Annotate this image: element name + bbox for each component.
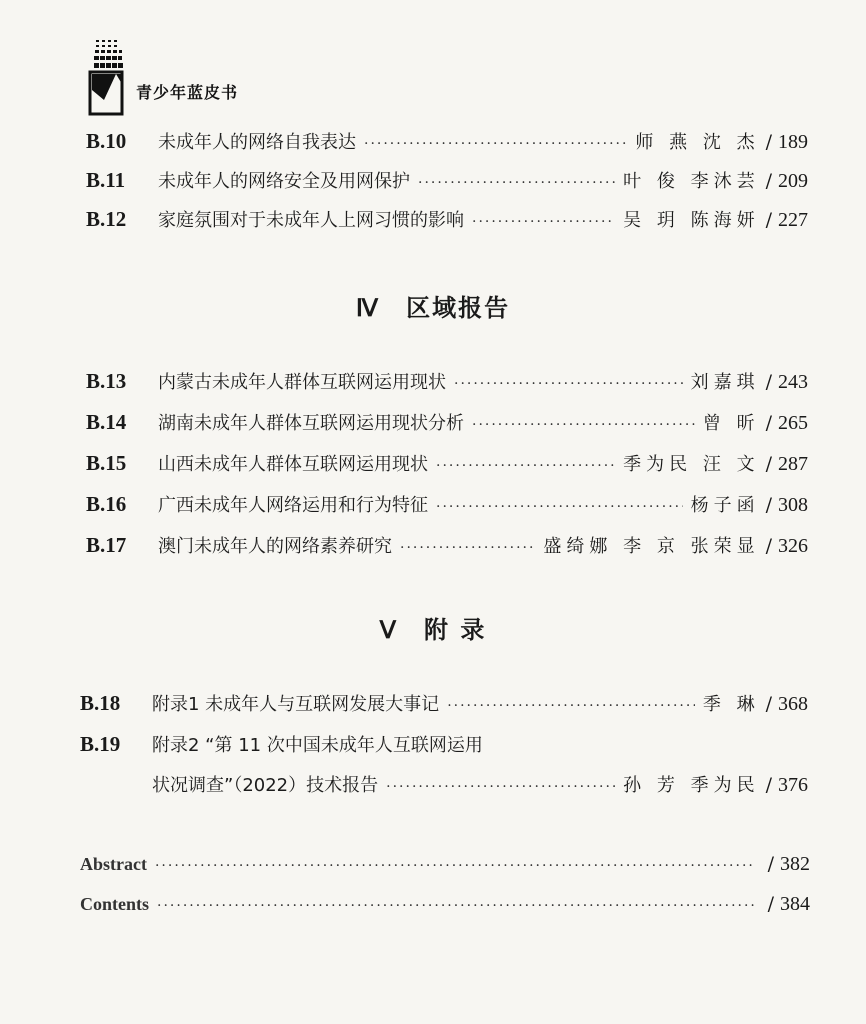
entry-title: 状况调查”（2022）技术报告 <box>152 775 379 796</box>
entry-page: 308 <box>778 494 808 516</box>
toc-entry-abstract[interactable] <box>80 853 810 887</box>
entry-label: Abstract <box>80 854 147 874</box>
entry-authors: 季为民 汪 文 <box>623 454 760 475</box>
page-separator: / <box>767 853 774 875</box>
page-separator: / <box>765 453 772 475</box>
section-numeral: Ⅳ <box>355 296 381 322</box>
leader-dots <box>436 458 615 474</box>
entry-page: 382 <box>780 853 810 875</box>
entry-page: 287 <box>778 453 808 475</box>
entry-code: B.13 <box>86 369 127 393</box>
toc-entry[interactable] <box>86 491 808 525</box>
entry-code: B.19 <box>80 732 121 756</box>
entry-page: 227 <box>778 209 808 231</box>
entry-authors: 刘嘉琪 <box>690 372 760 393</box>
entry-title: 山西未成年人群体互联网运用现状 <box>158 454 428 475</box>
section-title: 附 录 <box>424 616 487 644</box>
toc-entry-continuation[interactable] <box>152 771 808 805</box>
section-heading-appendix <box>0 610 866 645</box>
entry-title: 附录1 未成年人与互联网发展大事记 <box>152 694 440 715</box>
entry-title: 广西未成年人网络运用和行为特征 <box>158 495 428 516</box>
page-separator: / <box>765 693 772 715</box>
toc-entry[interactable] <box>86 128 808 162</box>
series-title: 青少年蓝皮书 <box>136 83 239 102</box>
leader-dots <box>436 499 683 515</box>
entry-title: 家庭氛围对于未成年人上网习惯的影响 <box>158 210 464 231</box>
page-separator: / <box>765 371 772 393</box>
entry-code: B.10 <box>86 129 127 153</box>
entry-authors: 师 燕 沈 杰 <box>635 132 760 153</box>
entry-authors: 曾 昕 <box>702 413 760 434</box>
entry-title: 湖南未成年人群体互联网运用现状分析 <box>158 413 464 434</box>
entry-page: 209 <box>778 170 808 192</box>
page-separator: / <box>767 893 774 915</box>
leader-dots <box>418 175 615 191</box>
entry-code: B.14 <box>86 410 127 434</box>
entry-page: 376 <box>778 774 808 796</box>
leader-dots <box>364 136 627 152</box>
entry-title: 内蒙古未成年人群体互联网运用现状 <box>158 372 446 393</box>
entry-page: 243 <box>778 371 808 393</box>
page-separator: / <box>765 412 772 434</box>
section-title: 区域报告 <box>406 294 511 322</box>
page-separator: / <box>765 494 772 516</box>
entry-authors: 吴 玥 陈海妍 <box>623 210 760 231</box>
entry-title: 未成年人的网络安全及用网保护 <box>158 171 410 192</box>
page-separator: / <box>765 170 772 192</box>
leader-dots <box>155 858 754 874</box>
page-separator: / <box>765 774 772 796</box>
entry-title: 未成年人的网络自我表达 <box>158 132 356 153</box>
entry-title: 澳门未成年人的网络素养研究 <box>158 536 392 557</box>
page-separator: / <box>765 535 772 557</box>
entry-code: B.11 <box>86 168 126 192</box>
entry-code: B.16 <box>86 492 127 516</box>
toc-entry[interactable] <box>86 450 808 484</box>
entry-page: 189 <box>778 131 808 153</box>
entry-code: B.18 <box>80 691 121 715</box>
leader-dots <box>157 898 754 914</box>
entry-page: 368 <box>778 693 808 715</box>
section-numeral: Ⅴ <box>379 618 399 644</box>
leader-dots <box>386 779 615 795</box>
toc-entry[interactable] <box>86 409 808 443</box>
toc-entry[interactable] <box>80 731 808 765</box>
entry-code: B.15 <box>86 451 127 475</box>
entry-authors: 盛绮娜 李 京 张荣显 <box>543 536 760 557</box>
page-separator: / <box>765 209 772 231</box>
toc-entry[interactable] <box>86 167 808 201</box>
entry-authors: 孙 芳 季为民 <box>623 775 760 796</box>
toc-entry[interactable] <box>86 532 808 566</box>
book-series-logo <box>86 38 130 118</box>
entry-page: 326 <box>778 535 808 557</box>
leader-dots <box>472 417 695 433</box>
entry-title: 附录2 “第 11 次中国未成年人互联网运用 <box>152 735 483 756</box>
page-separator: / <box>765 131 772 153</box>
entry-code: B.12 <box>86 207 127 231</box>
leader-dots <box>454 376 683 392</box>
toc-entry-contents[interactable] <box>80 893 810 927</box>
entry-authors: 季 琳 <box>702 694 760 715</box>
entry-page: 265 <box>778 412 808 434</box>
entry-authors: 杨子函 <box>690 495 760 516</box>
toc-entry[interactable] <box>86 206 808 240</box>
section-heading-regional <box>0 288 866 323</box>
leader-dots <box>447 698 695 714</box>
entry-label: Contents <box>80 894 150 914</box>
entry-authors: 叶 俊 李沐芸 <box>623 171 760 192</box>
leader-dots <box>400 540 535 556</box>
entry-code: B.17 <box>86 533 127 557</box>
leader-dots <box>472 214 615 230</box>
toc-entry[interactable] <box>86 368 808 402</box>
entry-page: 384 <box>780 893 810 915</box>
toc-entry[interactable] <box>80 690 808 724</box>
